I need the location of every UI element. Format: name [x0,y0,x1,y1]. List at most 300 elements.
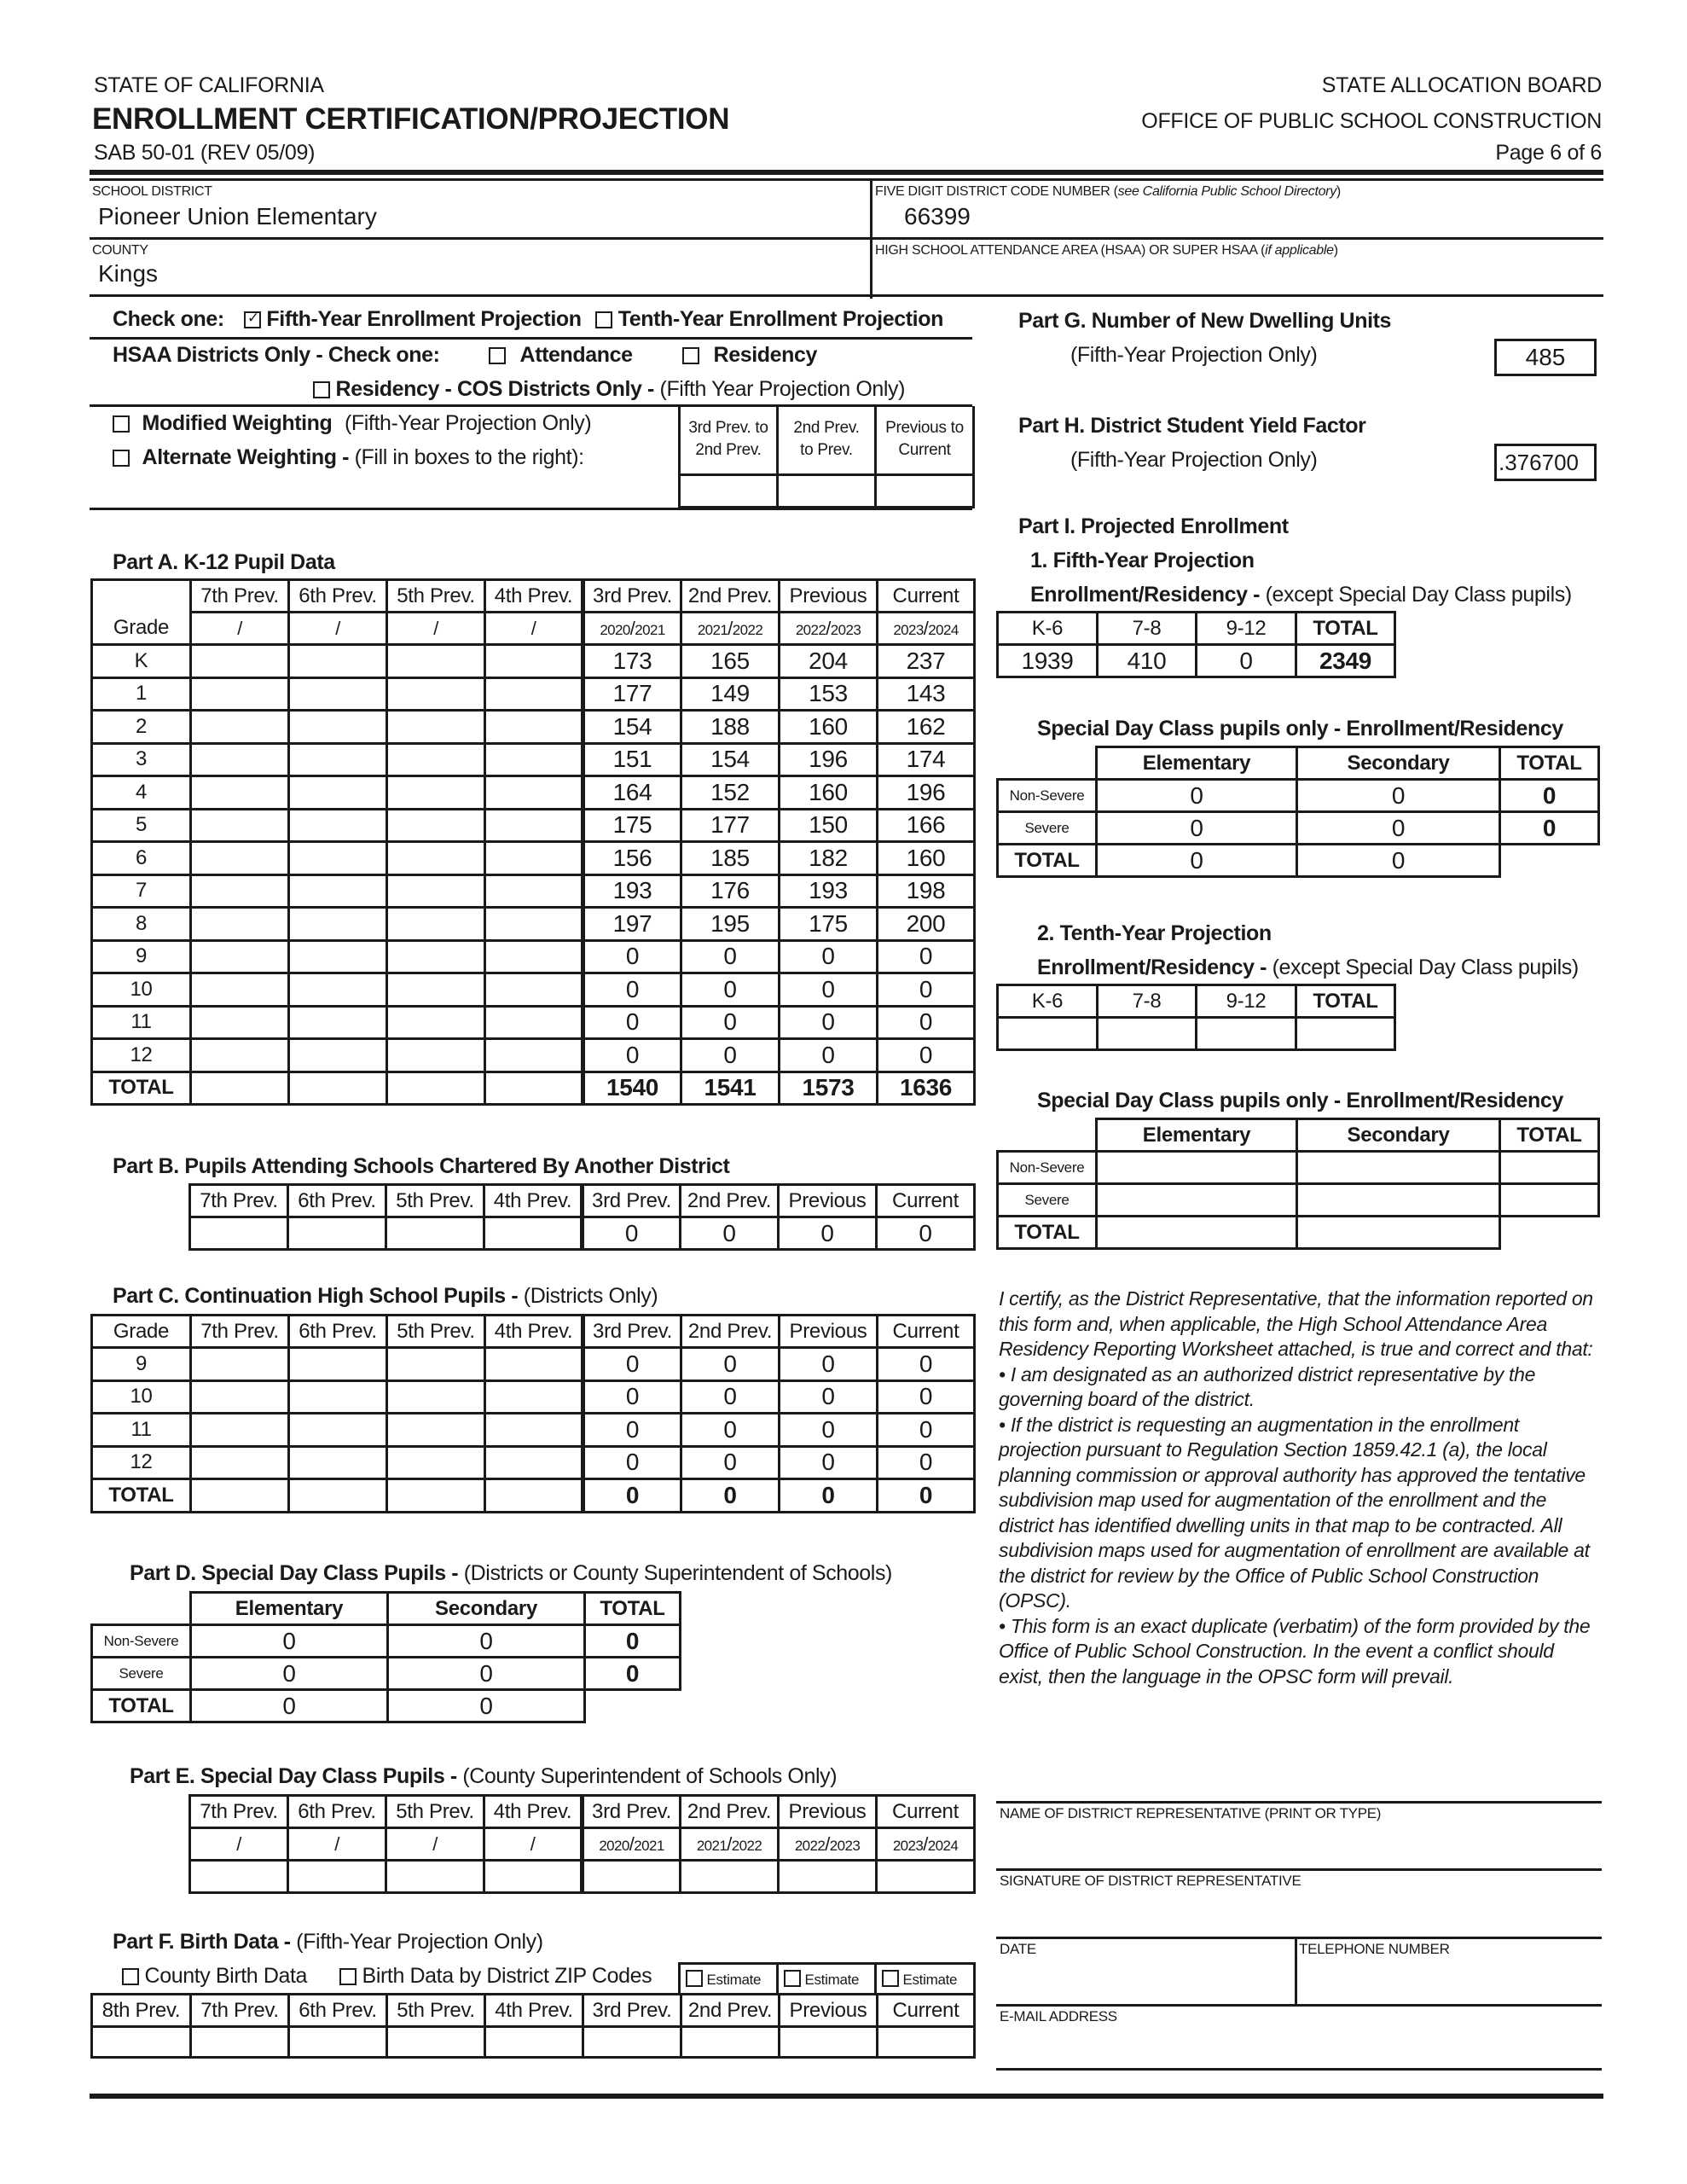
data-cell[interactable] [289,809,387,842]
data-cell[interactable] [289,743,387,776]
data-cell[interactable] [1097,1217,1297,1249]
data-cell[interactable]: 0 [1297,780,1500,812]
data-cell[interactable]: 0 [780,1446,878,1479]
data-cell[interactable] [191,776,289,810]
data-cell[interactable] [289,711,387,744]
check-one-label: Check one: [113,307,224,331]
data-cell[interactable]: 0 [878,1006,975,1039]
data-cell[interactable] [1500,1184,1599,1217]
data-cell[interactable]: 200 [878,908,975,941]
col-header: Elementary [1097,1119,1297,1152]
part-b-title: Part B. Pupils Attending Schools Chartered By Another District [113,1154,730,1178]
data-cell[interactable] [1097,1184,1297,1217]
year-cell[interactable]: / [386,1828,484,1861]
data-cell[interactable] [92,2027,191,2058]
data-cell[interactable] [681,1861,779,1893]
data-cell[interactable]: 195 [681,908,780,941]
tenth-year-subtitle: 2. Tenth-Year Projection [1037,921,1272,945]
data-cell[interactable] [485,711,583,744]
data-cell[interactable]: 0 [877,1217,975,1250]
data-cell[interactable]: 165 [681,645,780,678]
district-code-field[interactable]: 66399 [904,203,971,229]
data-cell[interactable]: 0 [585,1625,681,1658]
data-cell[interactable]: 0 [583,1006,681,1039]
data-cell[interactable] [191,1446,289,1479]
grade-label: K [92,645,191,678]
footer-rule [90,2094,1603,2099]
data-cell[interactable]: 0 [780,1006,878,1039]
data-cell[interactable] [485,973,583,1007]
data-cell[interactable] [779,1861,877,1893]
data-cell[interactable] [387,776,485,810]
part-f-title: Part F. Birth Data - (Fifth-Year Projection Only) [113,1930,543,1954]
data-cell[interactable]: 0 [1297,845,1500,877]
signature-rule [996,2068,1602,2071]
data-cell[interactable] [288,1861,386,1893]
year-cell[interactable]: / [191,613,289,645]
data-cell[interactable]: 0 [681,1348,780,1381]
data-cell[interactable] [387,1006,485,1039]
data-cell[interactable]: 0 [1500,780,1599,812]
data-cell[interactable]: 177 [681,809,780,842]
data-cell[interactable]: 0 [780,1479,878,1513]
data-cell[interactable] [1197,1018,1296,1050]
form-number: SAB 50-01 (REV 05/09) [94,141,316,165]
data-cell[interactable]: 0 [583,1348,681,1381]
data-cell[interactable]: 0 [780,1348,878,1381]
zip-birth-checkbox[interactable] [339,1968,357,1985]
col-header: K-6 [998,985,1098,1018]
data-cell[interactable]: 193 [583,874,681,908]
data-cell[interactable] [877,1861,975,1893]
data-cell[interactable] [288,1217,386,1250]
data-cell[interactable]: 1573 [780,1072,878,1105]
data-cell[interactable] [289,842,387,875]
data-cell[interactable]: 154 [681,743,780,776]
data-cell[interactable] [289,874,387,908]
table-row [92,908,975,941]
data-cell[interactable] [484,1861,583,1893]
data-cell[interactable]: 143 [878,677,975,711]
data-cell[interactable]: 162 [878,711,975,744]
district-row-rule [90,237,1603,240]
data-cell[interactable] [386,1861,484,1893]
data-cell[interactable] [387,1348,485,1381]
year-cell[interactable]: / [485,613,583,645]
data-cell[interactable]: 204 [780,645,878,678]
data-cell[interactable] [191,645,289,678]
data-cell[interactable] [191,908,289,941]
data-cell[interactable]: 0 [780,973,878,1007]
data-cell[interactable] [289,1039,387,1072]
rep-signature-label: SIGNATURE OF DISTRICT REPRESENTATIVE [1000,1873,1301,1889]
table-row [92,711,975,744]
data-cell[interactable] [1097,1152,1297,1184]
residency-cos-checkbox[interactable] [313,381,330,398]
weighting-input-1[interactable] [680,474,778,507]
data-cell[interactable]: 0 [878,1446,975,1479]
year-cell[interactable]: 2020/2021 [583,1828,681,1861]
data-cell[interactable] [289,1006,387,1039]
data-cell[interactable]: 0 [583,1414,681,1447]
fifth-year-subtitle: 1. Fifth-Year Projection [1030,549,1255,572]
data-cell[interactable] [485,809,583,842]
col-header: TOTAL [1500,747,1599,780]
weighting-table [678,406,975,508]
data-cell[interactable]: 0 [191,1625,388,1658]
data-cell[interactable] [485,874,583,908]
data-cell[interactable]: 2349 [1296,645,1395,677]
data-cell[interactable]: 154 [583,711,681,744]
data-cell[interactable]: 164 [583,776,681,810]
data-cell[interactable]: 153 [780,677,878,711]
data-cell[interactable]: 0 [681,1039,780,1072]
data-cell[interactable] [191,874,289,908]
data-cell[interactable]: 185 [681,842,780,875]
year-cell[interactable]: / [289,613,387,645]
year-cell[interactable]: 2021/2022 [681,1828,779,1861]
table-row [92,1690,681,1722]
data-cell[interactable]: 1939 [998,645,1098,677]
data-cell[interactable]: 0 [878,940,975,973]
data-cell[interactable] [190,1861,288,1893]
data-cell[interactable]: 174 [878,743,975,776]
data-cell[interactable]: 151 [583,743,681,776]
data-cell[interactable] [998,1018,1098,1050]
phone-field[interactable] [1299,1960,1597,2001]
data-cell[interactable] [289,908,387,941]
row-label: TOTAL [998,845,1097,877]
data-cell[interactable] [191,1348,289,1381]
data-cell[interactable] [190,1217,288,1250]
grade-label: 2 [92,711,191,744]
school-district-field[interactable]: Pioneer Union Elementary [98,203,377,229]
data-cell[interactable] [485,1006,583,1039]
data-cell[interactable]: 0 [388,1658,585,1690]
data-cell[interactable]: 175 [780,908,878,941]
data-cell[interactable]: 197 [583,908,681,941]
data-cell[interactable]: 0 [388,1690,585,1722]
data-cell[interactable]: 0 [780,940,878,973]
data-cell[interactable]: 0 [681,1380,780,1414]
table-row [92,776,975,810]
data-cell[interactable] [387,908,485,941]
data-cell[interactable] [289,1380,387,1414]
data-cell[interactable] [387,1039,485,1072]
data-cell[interactable]: 0 [681,973,780,1007]
dwelling-units-field[interactable]: 485 [1494,339,1597,376]
data-cell[interactable] [289,973,387,1007]
data-cell[interactable] [191,1479,289,1513]
board-label: STATE ALLOCATION BOARD [1321,73,1602,97]
data-cell[interactable]: 0 [191,1690,388,1722]
estimate-checkbox[interactable] [784,1970,801,1987]
data-cell[interactable] [387,645,485,678]
data-cell[interactable] [485,2027,583,2058]
data-cell[interactable]: 156 [583,842,681,875]
col-header: Secondary [1297,747,1500,780]
certification-bullet: • If the district is requesting an augmentation in the enrollment projection pursuant to Regulation Section 1859.42.1 (a), the local planning commission or approval authority has approved the tentative subdivision map used for augmentation of the enrollment and the district has identified dwelling units in that map to be contracted. All subdivision maps used for augmentation of enrollment are available at the district for review by the Office of Public School Construction (OPSC). [999,1413,1590,1612]
data-cell[interactable] [485,842,583,875]
data-cell[interactable]: 0 [1097,845,1297,877]
tenth-year-checkbox[interactable] [595,311,612,328]
data-cell[interactable]: 0 [681,1414,780,1447]
data-cell[interactable]: 0 [1097,812,1297,845]
data-cell[interactable]: 196 [780,743,878,776]
data-cell[interactable] [191,1039,289,1072]
data-cell[interactable]: 0 [681,1479,780,1513]
data-cell[interactable] [387,973,485,1007]
data-cell[interactable]: 160 [878,842,975,875]
data-cell[interactable] [583,2027,681,2058]
year-cell[interactable]: / [387,613,485,645]
data-cell[interactable]: 149 [681,677,780,711]
table-row [92,842,975,875]
data-cell[interactable] [1297,1152,1500,1184]
data-cell[interactable] [485,776,583,810]
data-cell[interactable] [191,711,289,744]
data-cell[interactable] [289,645,387,678]
data-cell[interactable]: 0 [583,940,681,973]
data-cell[interactable]: 198 [878,874,975,908]
year-cell[interactable]: 2022/2023 [779,1828,877,1861]
data-cell[interactable]: 173 [583,645,681,678]
part-a-title: Part A. K-12 Pupil Data [113,550,335,574]
data-cell[interactable]: 182 [780,842,878,875]
data-cell[interactable] [1297,1184,1500,1217]
part-h-title: Part H. District Student Yield Factor [1018,414,1366,438]
table-row [92,809,975,842]
data-cell[interactable]: 1541 [681,1072,780,1105]
col-header: Current [877,1185,975,1217]
data-cell[interactable]: 0 [780,1039,878,1072]
weighting-input-3[interactable] [876,474,974,507]
data-cell[interactable] [289,1479,387,1513]
data-cell[interactable]: 0 [583,1039,681,1072]
data-cell[interactable] [387,1072,485,1105]
data-cell[interactable] [485,645,583,678]
part-c-title: Part C. Continuation High School Pupils - (Districts Only) [113,1284,658,1308]
table-row [92,645,975,678]
data-cell[interactable]: 175 [583,809,681,842]
data-cell[interactable]: 237 [878,645,975,678]
office-label: OFFICE OF PUBLIC SCHOOL CONSTRUCTION [1141,109,1602,133]
fifth-year-checkbox[interactable] [244,311,261,328]
data-cell[interactable]: 0 [1097,780,1297,812]
data-cell[interactable] [191,1380,289,1414]
data-cell[interactable] [681,2027,780,2058]
data-cell[interactable] [1500,1152,1599,1184]
yield-factor-field[interactable]: .376700 [1494,444,1597,481]
data-cell[interactable] [485,1414,583,1447]
rep-name-field[interactable] [1000,1824,1597,1865]
data-cell[interactable]: 0 [583,1380,681,1414]
email-field[interactable] [1000,2028,1597,2065]
data-cell[interactable]: 1636 [878,1072,975,1105]
alternate-weighting-checkbox[interactable] [113,450,130,467]
data-cell[interactable] [289,1348,387,1381]
data-cell[interactable] [387,677,485,711]
year-cell[interactable]: / [484,1828,583,1861]
data-cell[interactable]: 0 [878,1414,975,1447]
col-header: Previous [780,580,878,613]
county-birth-checkbox[interactable] [122,1968,139,1985]
estimate-2nd-prev: Estimate [680,1964,778,1995]
col-header: Previous [780,1995,878,2027]
table-row [92,1380,975,1414]
col-header: 7-8 [1098,613,1197,645]
year-cell[interactable]: 2023/2024 [877,1828,975,1861]
data-cell[interactable]: 193 [780,874,878,908]
data-cell[interactable]: 1540 [583,1072,681,1105]
data-cell[interactable] [485,1446,583,1479]
data-cell[interactable] [485,677,583,711]
data-cell[interactable] [1296,1018,1395,1050]
residency-checkbox[interactable] [682,347,699,364]
data-cell[interactable]: 0 [583,1479,681,1513]
date-field[interactable] [1000,1960,1290,2001]
data-cell[interactable]: 0 [779,1217,877,1250]
data-cell[interactable]: 0 [878,1039,975,1072]
data-cell[interactable] [191,677,289,711]
modified-weighting-checkbox[interactable] [113,415,130,433]
data-cell[interactable]: 0 [1297,812,1500,845]
data-cell[interactable] [387,1380,485,1414]
data-cell[interactable]: 0 [681,940,780,973]
year-cell[interactable]: / [288,1828,386,1861]
data-cell[interactable]: 0 [878,1380,975,1414]
data-cell[interactable] [387,743,485,776]
data-cell[interactable]: 176 [681,874,780,908]
data-cell[interactable] [289,1414,387,1447]
col-header: 6th Prev. [288,1185,386,1217]
data-cell[interactable] [386,1217,484,1250]
attendance-checkbox[interactable] [489,347,506,364]
year-cell[interactable]: 2021/2022 [681,613,780,645]
data-cell[interactable] [387,842,485,875]
estimate-checkbox[interactable] [882,1970,899,1987]
col-header: 7th Prev. [191,1995,289,2027]
year-cell[interactable]: 2020/2021 [583,613,681,645]
data-cell[interactable]: 0 [878,1479,975,1513]
part-e-title: Part E. Special Day Class Pupils - (County Superintendent of Schools Only) [130,1764,838,1788]
data-cell[interactable]: 0 [1197,645,1296,677]
data-cell[interactable]: 160 [780,711,878,744]
data-cell[interactable]: 152 [681,776,780,810]
data-cell[interactable]: 0 [681,1217,779,1250]
data-cell[interactable] [485,1039,583,1072]
hsaa-field[interactable] [878,260,1595,291]
data-cell[interactable] [387,1446,485,1479]
data-cell[interactable]: 0 [780,1414,878,1447]
data-cell[interactable] [485,1479,583,1513]
data-cell[interactable] [289,940,387,973]
year-cell[interactable]: 2022/2023 [780,613,878,645]
estimate-checkbox[interactable] [686,1970,703,1987]
check-one-rule [90,337,972,340]
data-cell[interactable] [191,842,289,875]
data-cell[interactable] [485,908,583,941]
data-cell[interactable]: 150 [780,809,878,842]
zip-birth-option: Birth Data by District ZIP Codes [339,1964,652,1989]
weighting-header-2: 2nd Prev. to Prev. [778,406,876,474]
data-cell[interactable] [484,1217,583,1250]
data-cell[interactable]: 0 [780,1380,878,1414]
data-cell[interactable] [485,1072,583,1105]
data-cell[interactable] [387,874,485,908]
data-cell[interactable] [1297,1217,1500,1249]
rep-signature-field[interactable] [1000,1892,1597,1933]
data-cell[interactable] [387,711,485,744]
data-cell[interactable]: 0 [388,1625,585,1658]
data-cell[interactable]: 0 [583,973,681,1007]
data-cell[interactable]: 0 [878,1348,975,1381]
data-cell[interactable] [485,940,583,973]
data-cell[interactable]: 0 [681,1446,780,1479]
data-cell[interactable]: 0 [583,1446,681,1479]
data-cell[interactable]: 177 [583,677,681,711]
county-field[interactable]: Kings [98,260,159,287]
data-cell[interactable] [289,2027,387,2058]
data-cell[interactable] [289,776,387,810]
year-cell[interactable]: 2023/2024 [878,613,975,645]
data-cell[interactable] [485,743,583,776]
data-cell[interactable] [387,809,485,842]
data-cell[interactable] [878,2027,975,2058]
data-cell[interactable] [387,1414,485,1447]
data-cell[interactable] [387,2027,485,2058]
residency-cos-option: Residency - COS Districts Only - (Fifth Year Projection Only) [313,377,905,402]
data-cell[interactable] [780,2027,878,2058]
data-cell[interactable]: 160 [780,776,878,810]
data-cell[interactable] [191,1072,289,1105]
data-cell[interactable] [191,809,289,842]
data-cell[interactable] [485,1380,583,1414]
data-cell[interactable]: 0 [1500,812,1599,845]
table-row [998,1184,1599,1217]
data-cell[interactable] [387,940,485,973]
weighting-input-2[interactable] [778,474,876,507]
data-cell[interactable] [191,743,289,776]
data-cell[interactable]: 410 [1098,645,1197,677]
year-cell[interactable]: / [190,1828,288,1861]
data-cell[interactable] [583,1861,681,1893]
data-cell[interactable] [191,1414,289,1447]
data-cell[interactable]: 0 [583,1217,681,1250]
col-header: 8th Prev. [92,1995,191,2027]
data-cell[interactable] [387,1479,485,1513]
data-cell[interactable] [191,940,289,973]
data-cell[interactable]: 0 [878,973,975,1007]
data-cell[interactable]: 166 [878,809,975,842]
data-cell[interactable]: 0 [191,1658,388,1690]
col-header: 3rd Prev. [583,1316,681,1348]
data-cell[interactable] [485,1348,583,1381]
data-cell[interactable] [1098,1018,1197,1050]
data-cell[interactable]: 0 [585,1658,681,1690]
data-cell[interactable]: 188 [681,711,780,744]
data-cell[interactable] [289,1446,387,1479]
data-cell[interactable] [289,1072,387,1105]
data-cell[interactable]: 0 [681,1006,780,1039]
data-cell[interactable] [191,2027,289,2058]
data-cell[interactable] [289,677,387,711]
signature-rule [996,1801,1602,1804]
data-cell[interactable]: 196 [878,776,975,810]
data-cell[interactable] [191,1006,289,1039]
data-cell[interactable] [191,973,289,1007]
grade-label: 1 [92,677,191,711]
